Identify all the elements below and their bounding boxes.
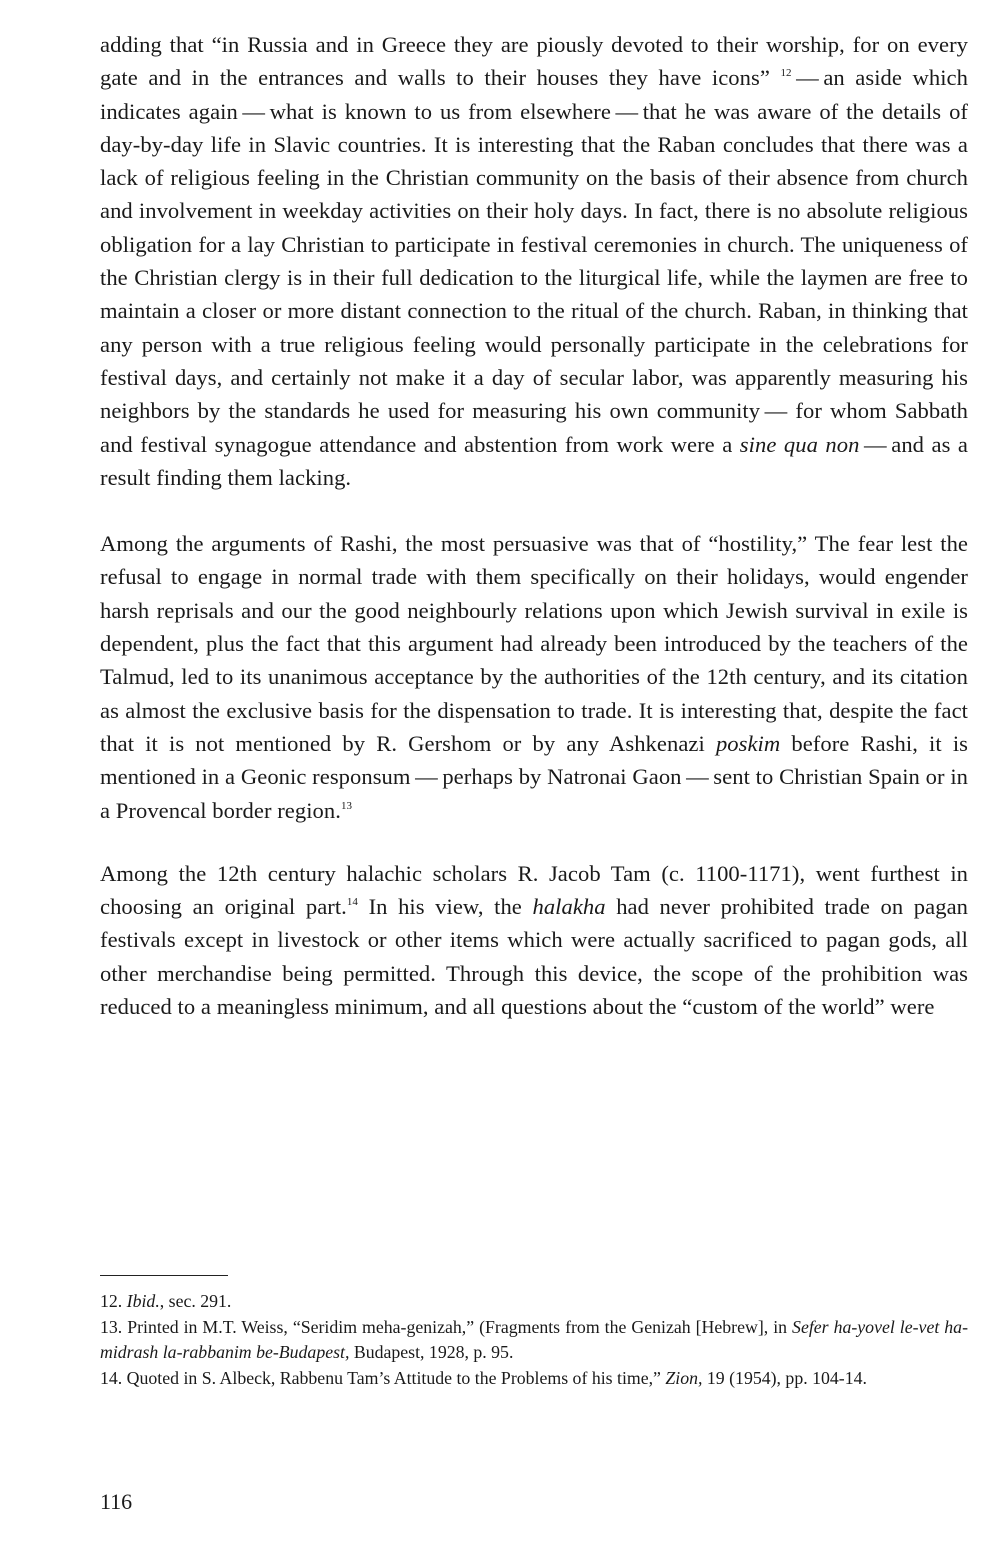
italic-text: Ibid. [126,1291,160,1311]
text-run: 12. [100,1291,127,1311]
body-paragraph [100,857,968,1023]
footnote-reference: 14 [346,896,358,909]
italic-text: halakha [532,894,606,920]
text-run: before Rashi, it is mentioned in a Geonic responsum — perhaps by Natronai Gaon — sent to Christian Spain or in a Provencal border region. [100,730,968,823]
footnote-14 [100,1366,968,1392]
text-run: Among the 12th century halachic scholars R. Jacob Tam (c. 1100-1171), went furthest in choosing an original part. [100,860,968,920]
page-body [100,28,968,1023]
text-run: — an aside which indicates again — what is known to us from elsewhere — that he was aware of the details of day-by-day life in Slavic countries. It is interesting that the Raban concludes that there was a lack of religious feeling in the Christian community on the basis of their absence from church and involvement in weekday activities on their holy days. In fact, there is no absolute religious obligation for a lay Christian to participate in festival ceremonies in church. The uniqueness of the Christian clergy is in their full dedication to the liturgical life, while the laymen are free to maintain a closer or more distant connection to the ritual of the church. Raban, in thinking that any person with a true religious feeling would personally participate in the celebrations for festival days, and certainly not make it a day of secular labor, was apparently measuring his neighbors by the standards he used for measuring his own community — for whom Sabbath and festival synagogue attendance and abstention from work were a [100,65,968,457]
footnote-reference: 13 [340,799,353,812]
italic-text: poskim [715,730,781,756]
footnote-divider [100,1275,228,1276]
italic-text: sine qua non [739,431,860,457]
text-run: had never prohibited trade on pagan festivals except in livestock or other items which were actually sacrificed to pagan gods, all other merchandise being permitted. Through this device, the scope of the prohibition was reduced to a meaningless minimum, and all questions about the “custom of the world” were [100,894,968,1020]
footnote-12 [100,1289,968,1315]
body-paragraph [100,527,968,827]
text-run: In his view, the [357,894,533,920]
italic-text: Sefer ha-yovel le-vet ha-midrash la-rabbanim be-Budapest, [100,1316,968,1363]
text-run: Budapest, 1928, p. 95. [349,1342,514,1363]
text-run: adding that “in Russia and in Greece they are piously devoted to their worship, for on every gate and in the entrances and walls to their houses they have icons” [100,32,968,91]
text-run: 13. Printed in M.T. Weiss, “Seridim meha-genizah,” (Fragments from the Genizah [Hebrew], in [100,1316,793,1337]
text-run: Among the arguments of Rashi, the most persuasive was that of “hostility,” The fear lest the refusal to engage in normal trade with them specifically on their holidays, would engender harsh reprisals and our the good neighbourly relations upon which Jewish survival in exile is dependent, plus the fact that this argument had already been introduced by the teachers of the Talmud, led to its unanimous acceptance by the authorities of the 12th century, and its citation as almost the exclusive basis for the dispensation to trade. It is interesting that, despite the fact that it is not mentioned by R. Gershom or by any Ashkenazi [100,531,968,756]
text-run: 14. Quoted in S. Albeck, Rabbenu Tam’s Attitude to the Problems of his time,” [100,1367,666,1388]
italic-text: Zion, [665,1367,703,1388]
footnote-13 [100,1315,968,1366]
page-number: 116 [100,1489,133,1514]
text-run: 19 (1954), pp. 104-14. [702,1367,867,1388]
footnotes [100,1289,968,1391]
body-paragraph [100,28,968,494]
footnote-reference: 12 [780,67,792,80]
text-run: — and as a result finding them lacking. [100,431,968,490]
text-run: , sec. 291. [159,1291,232,1311]
